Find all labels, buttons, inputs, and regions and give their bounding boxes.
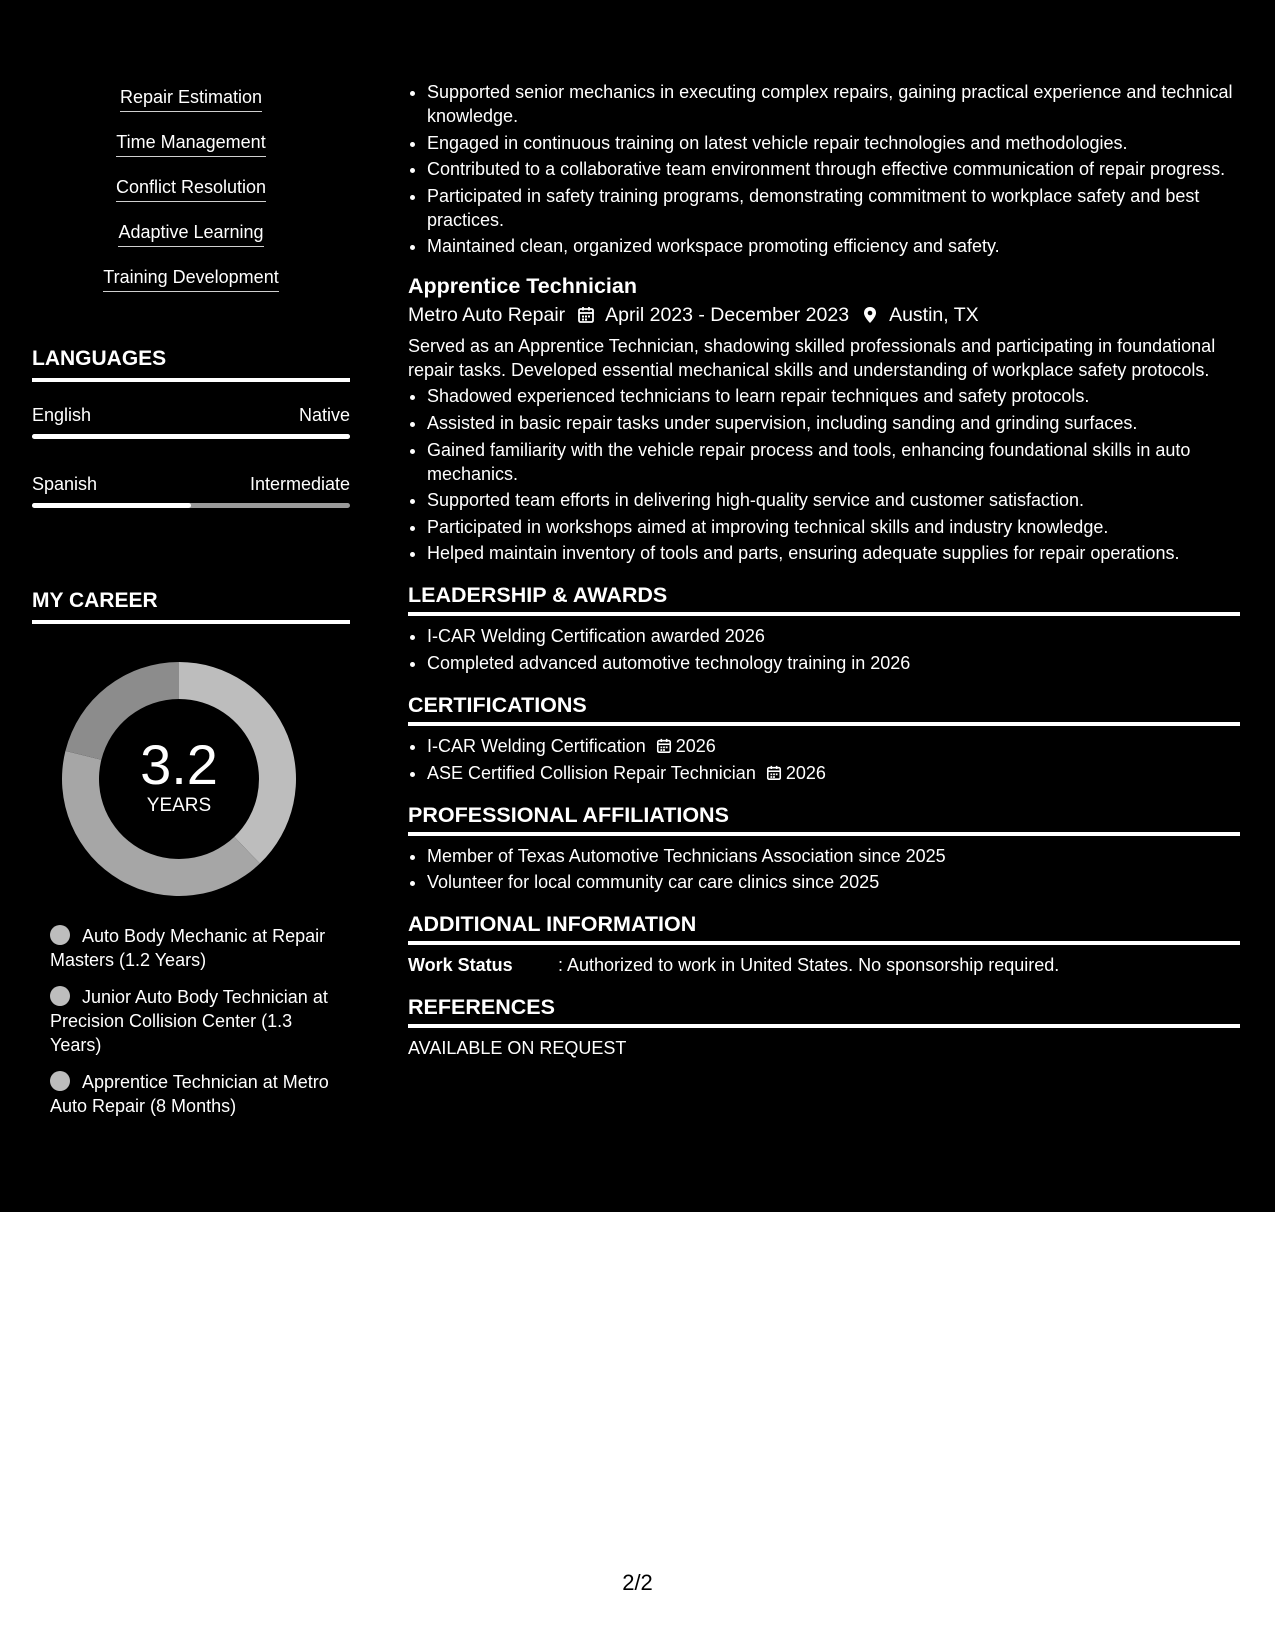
language-level: Intermediate <box>249 474 350 494</box>
career-total <box>62 662 296 896</box>
career-heading: MY CAREER <box>32 588 350 624</box>
career-total-unit: YEARS <box>146 795 212 816</box>
leadership-list <box>408 624 1240 675</box>
list-item: • Shadowed experienced technicians to learn repair techniques and safety protocols. <box>427 384 1240 408</box>
list-item: • Supported team efforts in delivering high-quality service and customer satisfaction. <box>427 488 1240 512</box>
career-legend-item: Junior Auto Body Technician at Precision Collision Center (1.3 Years) <box>50 987 328 1055</box>
language-english <box>32 404 350 439</box>
calendar-icon <box>577 306 595 324</box>
career-legend <box>50 924 330 1131</box>
skill-item: Time Management <box>32 131 350 176</box>
job-dates: April 2023 - December 2023 <box>605 304 850 327</box>
references-heading: REFERENCES <box>408 994 1240 1028</box>
main-content <box>408 80 1240 1060</box>
leadership-heading: LEADERSHIP & AWARDS <box>408 582 1240 616</box>
list-item: • Maintained clean, organized workspace promoting efficiency and safety. <box>427 234 1240 258</box>
list-item: • I-CAR Welding Certification awarded 2026 <box>427 624 1240 648</box>
work-status-label: Work Status <box>408 955 513 976</box>
previous-job-bullets <box>408 80 1240 258</box>
job-title: Apprentice Technician <box>408 274 637 299</box>
certifications-list <box>408 734 1240 785</box>
list-item <box>427 761 1240 785</box>
legend-dot-icon <box>50 986 70 1006</box>
certification-year: 2026 <box>785 762 826 783</box>
skill-item: Repair Estimation <box>32 86 350 131</box>
list-item: • Gained familiarity with the vehicle repair process and tools, enhancing foundational skills in auto mechanics. <box>427 438 1240 486</box>
sidebar <box>0 0 382 1212</box>
career-total-number: 3.2 <box>140 733 218 796</box>
location-pin-icon <box>861 306 879 324</box>
references-text: AVAILABLE ON REQUEST <box>408 1038 627 1059</box>
language-name: English <box>32 405 92 425</box>
list-item: • Member of Texas Automotive Technicians Association since 2025 <box>427 844 1240 868</box>
certifications-heading: CERTIFICATIONS <box>408 692 1240 726</box>
language-spanish <box>32 473 350 508</box>
list-item: • Helped maintain inventory of tools and parts, ensuring adequate supplies for repair operations. <box>427 541 1240 565</box>
language-bar <box>32 434 350 439</box>
affiliations-heading: PROFESSIONAL AFFILIATIONS <box>408 802 1240 836</box>
skill-item: Adaptive Learning <box>32 221 350 266</box>
certification-name: ASE Certified Collision Repair Technician <box>427 762 756 783</box>
work-status <box>408 953 1240 977</box>
language-bar <box>32 503 350 508</box>
additional-info-heading: ADDITIONAL INFORMATION <box>408 911 1240 945</box>
legend-dot-icon <box>50 1071 70 1091</box>
career-legend-item: Apprentice Technician at Metro Auto Repair (8 Months) <box>50 1072 329 1116</box>
language-name: Spanish <box>32 474 98 494</box>
list-item: • Participated in safety training programs, demonstrating commitment to workplace safety and best practices. <box>427 184 1240 232</box>
list-item: • Participated in workshops aimed at improving technical skills and industry knowledge. <box>427 515 1240 539</box>
list-item: • Volunteer for local community car care clinics since 2025 <box>427 870 1240 894</box>
certification-year: 2026 <box>675 735 716 756</box>
job-location: Austin, TX <box>889 304 979 327</box>
calendar-icon <box>656 738 672 754</box>
list-item: • Completed advanced automotive technology training in 2026 <box>427 651 1240 675</box>
career-legend-item: Auto Body Mechanic at Repair Masters (1.2 Years) <box>50 926 326 970</box>
job-company: Metro Auto Repair <box>408 304 566 327</box>
job-summary: Served as an Apprentice Technician, shadowing skilled professionals and participating in foundational repair tasks. Developed essential mechanical skills and understanding of workplace safety protocols. <box>408 336 1216 381</box>
page-number: 2/2 <box>622 1570 653 1595</box>
skills-list <box>32 86 350 311</box>
language-level: Native <box>298 405 350 425</box>
skill-item: Conflict Resolution <box>32 176 350 221</box>
legend-dot-icon <box>50 925 70 945</box>
languages-heading: LANGUAGES <box>32 346 350 382</box>
list-item: • Contributed to a collaborative team environment through effective communication of repair progress. <box>427 157 1240 181</box>
calendar-icon <box>766 765 782 781</box>
job-bullets <box>408 384 1240 565</box>
list-item: • Assisted in basic repair tasks under supervision, including sanding and grinding surfaces. <box>427 411 1240 435</box>
list-item: • Engaged in continuous training on latest vehicle repair technologies and methodologies. <box>427 131 1240 155</box>
affiliations-list <box>408 844 1240 895</box>
list-item <box>427 734 1240 758</box>
certification-name: I-CAR Welding Certification <box>427 735 646 756</box>
job-meta <box>408 301 1240 329</box>
list-item: • Supported senior mechanics in executing complex repairs, gaining practical experience and technical knowledge. <box>427 80 1240 128</box>
skill-item: Training Development <box>32 266 350 311</box>
work-status-value: : Authorized to work in United States. No sponsorship required. <box>558 955 1060 976</box>
